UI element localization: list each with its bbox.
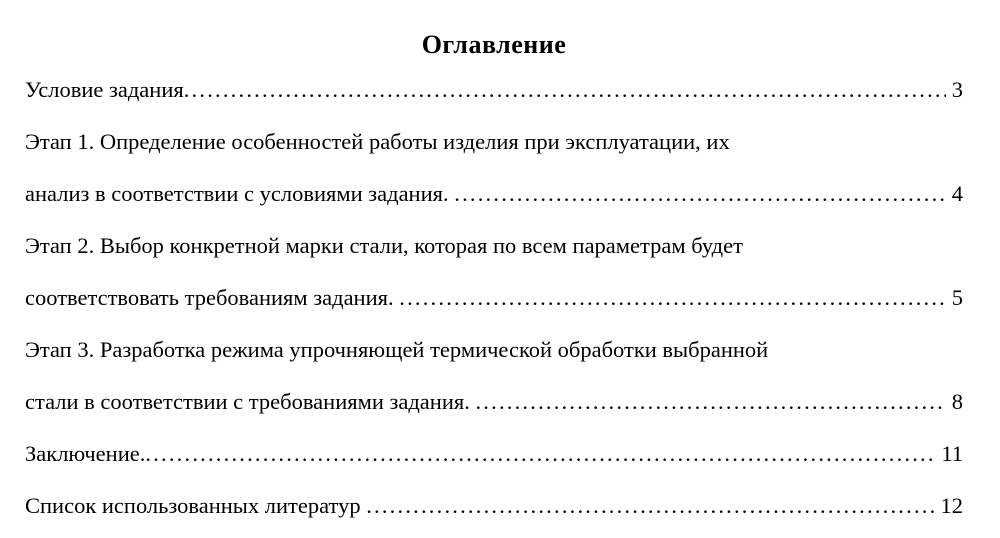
toc-page-number: 4 <box>951 181 963 206</box>
toc-page-number: 5 <box>951 285 963 310</box>
toc-entry[interactable] <box>25 116 963 220</box>
table-of-contents <box>25 64 963 532</box>
toc-row[interactable] <box>25 272 963 324</box>
toc-row-text: Заключение. <box>25 441 146 466</box>
toc-dot-leader <box>366 480 934 532</box>
page-title: Оглавление <box>421 30 567 59</box>
toc-row[interactable] <box>25 428 963 480</box>
toc-dot-leader <box>399 272 946 324</box>
toc-row-text: Условие задания <box>25 77 184 102</box>
toc-page-number: 8 <box>951 389 963 414</box>
toc-dot-leader <box>454 168 946 220</box>
toc-row[interactable] <box>25 168 963 220</box>
toc-row-text: анализ в соответствии с условиями задания. <box>25 181 455 206</box>
toc-entry[interactable] <box>25 324 963 428</box>
toc-entry[interactable] <box>25 220 963 324</box>
toc-row[interactable] <box>25 324 963 376</box>
toc-row[interactable] <box>25 376 963 428</box>
toc-row[interactable] <box>25 116 963 168</box>
toc-row[interactable] <box>25 64 963 116</box>
toc-row-text: Список использованных литератур <box>25 493 367 518</box>
toc-entry[interactable] <box>25 480 963 532</box>
toc-dot-leader <box>184 64 946 116</box>
toc-page-number: 12 <box>940 493 963 518</box>
toc-row-text: стали в соответствии с требованиями задания. <box>25 389 476 414</box>
toc-row[interactable] <box>25 220 963 272</box>
toc-row-text: Этап 3. Разработка режима упрочняющей термической обработки выбранной <box>25 337 769 362</box>
toc-row[interactable] <box>25 480 963 532</box>
toc-entry[interactable] <box>25 428 963 480</box>
toc-page-number: 11 <box>941 441 963 466</box>
toc-dot-leader <box>475 376 945 428</box>
toc-row-text: Этап 1. Определение особенностей работы изделия при эксплуатации, их <box>25 129 730 154</box>
toc-dot-leader <box>145 428 935 480</box>
toc-entry[interactable] <box>25 64 963 116</box>
toc-page-number: 3 <box>951 77 963 102</box>
toc-row-text: соответствовать требованиям задания. <box>25 285 400 310</box>
toc-row-text: Этап 2. Выбор конкретной марки стали, которая по всем параметрам будет <box>25 233 743 258</box>
